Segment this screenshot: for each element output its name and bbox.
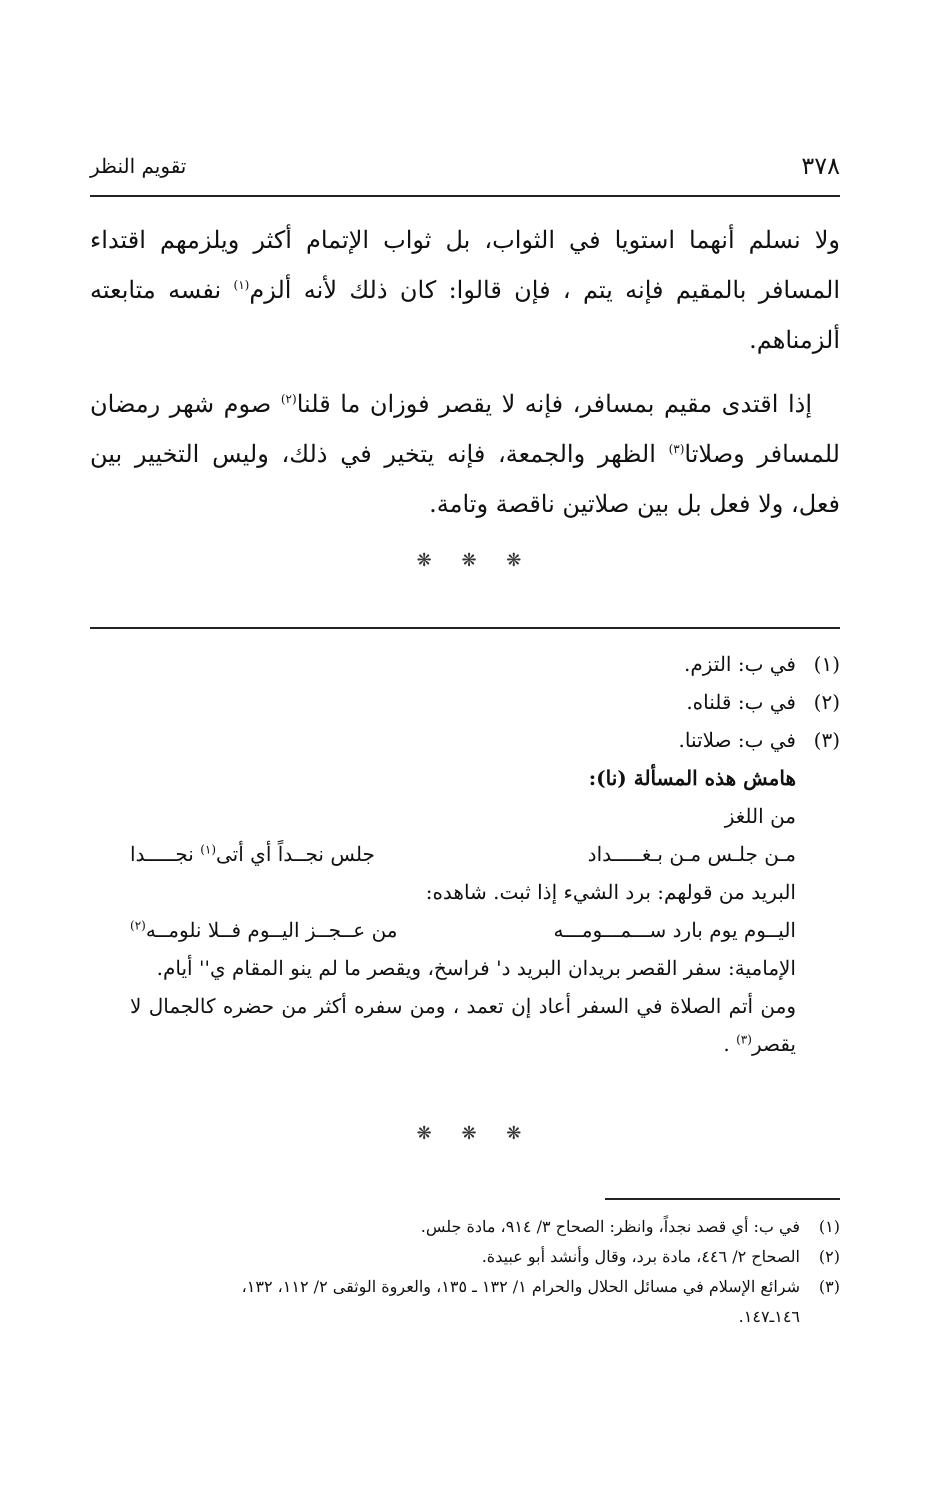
footnote-number: (٢): [813, 690, 840, 714]
header-rule: [90, 195, 840, 197]
verse-2-second-hemistich: [130, 911, 398, 949]
footnote-ref-2: (٢): [280, 392, 297, 406]
footnote-item: [90, 1212, 840, 1242]
footnote-text: في ب: صلاتنا.: [678, 728, 796, 752]
footnote-item: [90, 1242, 840, 1272]
verse-2: [130, 911, 796, 949]
footnote-rule: [90, 627, 840, 629]
footnote-continuation: ١٤٦ـ١٤٧.: [738, 1307, 800, 1326]
p2-text-c: الظهر والجمعة، فإنه يتخير في ذلك، وليس التخيير بين فعل، ولا فعل بل بين صلاتين ناقصة وتامة.: [90, 440, 840, 518]
footnote-rule-short: [605, 1198, 840, 1200]
footnote-item: [90, 1272, 840, 1302]
footnote-item: [130, 645, 840, 683]
footnote-text: في ب: التزم.: [684, 652, 796, 676]
section-separator: ❋ ❋ ❋: [416, 550, 534, 571]
section-separator: ❋ ❋ ❋: [416, 1123, 534, 1144]
verse-2-first-hemistich: اليــوم يوم بارد ســـمـــومـــه: [553, 918, 796, 942]
riddle-label: من اللغز: [724, 804, 796, 828]
paragraph-2: [90, 379, 840, 529]
footnote-item: [130, 683, 840, 721]
margin-note-heading: هامش هذه المسألة (نا):: [588, 766, 796, 790]
running-title: تقويم النظر: [90, 154, 187, 178]
final-note-line: [130, 987, 796, 1063]
footnotes-primary: [130, 645, 840, 1063]
footnote-ref-1: (١): [233, 278, 250, 292]
verse-1: [130, 835, 796, 873]
paragraph-1: [90, 215, 840, 365]
footnote-number: (١): [818, 1217, 840, 1236]
verse-2-second-text: من عــجــز اليــوم فــلا نلومــه: [145, 918, 398, 942]
footnote-text: في ب: أي قصد نجداً، وانظر: الصحاح ٣/ ٩١٤، مادة جلس.: [420, 1217, 800, 1236]
verse-1-second-text-b: نجـــــدا: [130, 842, 201, 866]
margin-note: [130, 759, 796, 1063]
footnote-text: شرائع الإسلام في مسائل الحلال والحرام ١/ ١٣٢ ـ ١٣٥، والعروة الوثقى ٢/ ١١٢، ١٣٢،: [241, 1277, 800, 1296]
footnote-text: في ب: قلناه.: [686, 690, 796, 714]
p2-text-a: إذا اقتدى مقيم بمسافر، فإنه لا يقصر فوزان ما قلنا: [296, 390, 813, 418]
barid-line: البريد من قولهم: برد الشيء إذا ثبت. شاهده:: [425, 880, 796, 904]
p1-text-b: نفسه متابعته ألزمناهم.: [90, 276, 840, 354]
footnote-number: (١): [813, 652, 840, 676]
footnote-number: (٢): [818, 1247, 840, 1266]
footnote-number: (٣): [813, 728, 840, 752]
page-header: [90, 150, 840, 190]
final-note-end: .: [723, 1032, 737, 1056]
footnote-number: (٣): [818, 1277, 840, 1296]
footnotes-secondary: [90, 1212, 840, 1332]
final-note-footnote-ref: (٣): [736, 1032, 752, 1047]
page-number: ٣٧٨: [801, 152, 840, 180]
p1-text-a: ولا نسلم أنهما استويا في الثواب، بل ثواب الإتمام أكثر ويلزمهم اقتداء المسافر بالمقيم فإنه يتم ، فإن قالوا: كان ذلك لأنه ألزم: [90, 226, 840, 304]
final-note-text: ومن أتم الصلاة في السفر أعاد إن تعمد ، ومن سفره أكثر من حضره كالجمال لا يقصر: [130, 994, 796, 1056]
verse-1-first-hemistich: مـن جلـس مـن بـغـــــداد: [587, 842, 796, 866]
verse-2-footnote-ref: (٢): [130, 918, 146, 933]
footnote-text: الصحاح ٢/ ٤٤٦، مادة برد، وقال وأنشد أبو عبيدة.: [481, 1247, 800, 1266]
p2-text-b: صوم شهر رمضان للمسافر وصلاتا: [90, 390, 840, 468]
imamiyya-line: الإمامية: سفر القصر بريدان البريد د' فراسخ، ويقصر ما لم ينو المقام ي'' أيام.: [156, 956, 796, 980]
verse-1-second-hemistich: [130, 835, 375, 873]
verse-1-second-text-a: جلس نجــداً أي أتى: [216, 842, 375, 866]
footnote-item: [130, 721, 840, 759]
main-text: [90, 215, 840, 543]
footnote-ref-3: (٣): [668, 442, 685, 456]
verse-1-footnote-ref: (١): [200, 842, 217, 857]
